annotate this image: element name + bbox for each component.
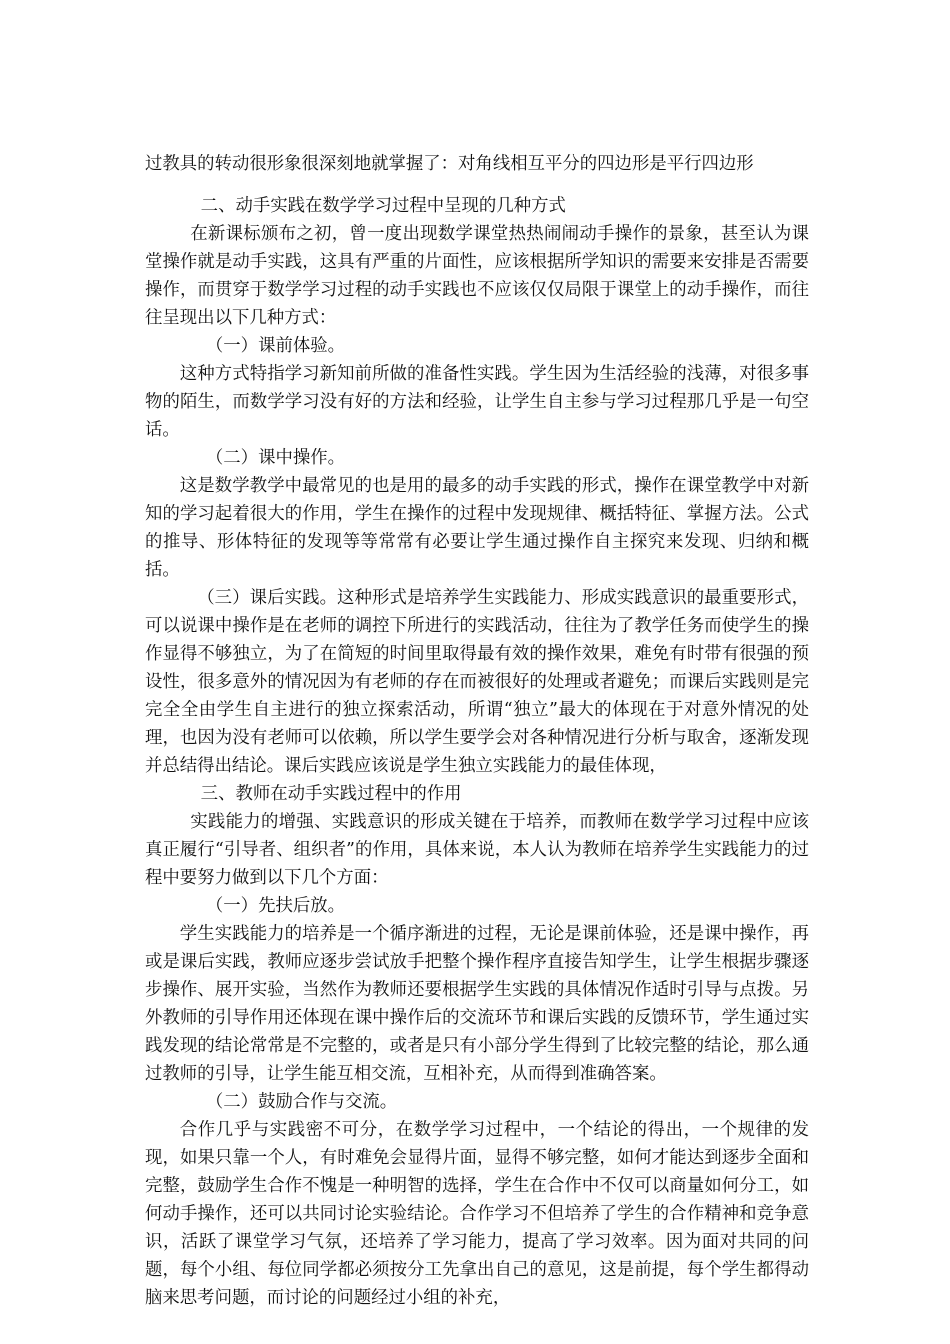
section-2-subheading-1: （一）课前体验。 xyxy=(205,336,346,356)
section-3-paragraph-1: 学生实践能力的培养是一个循序渐进的过程，无论是课前体验，还是课中操作，再或是课后实践，教师应逐步尝试放手把整个操作程序直接告知学生，让学生根据步骤逐步操作、展开实验，当然作为教师还要根据学生实践的具体情况作适时引导与点拨。另外教师的引导作用还体现在课中操作后的交流环节和课后实践的反馈环节，学生通过实践发现的结论常常是不完整的，或者是只有小部分学生得到了比较完整的结论，那么通过教师的引导，让学生能互相交流，互相补充，从而得到准确答案。 xyxy=(145,924,809,1084)
document-page xyxy=(145,150,809,1312)
section-3-intro-paragraph: 实践能力的增强、实践意识的形成关键在于培养，而教师在数学学习过程中应该真正履行“引导者、组织者”的作用，具体来说，本人认为教师在培养学生实践能力的过程中要努力做到以下几个方面： xyxy=(145,812,809,888)
section-2-paragraph-3: （三）课后实践。这种形式是培养学生实践能力、形成实践意识的最重要形式，可以说课中操作是在老师的调控下所进行的实践活动，往往为了教学任务而使学生的操作显得不够独立，为了在简短的时间里取得最有效的操作效果，难免有时带有很强的预设性，很多意外的情况因为有老师的存在而被很好的处理或者避免；而课后实践则是完完全全由学生自主进行的独立探索活动，所谓“独立”最大的体现在于对意外情况的处理，也因为没有老师可以依赖，所以学生要学会对各种情况进行分析与取舍，逐渐发现并总结得出结论。课后实践应该说是学生独立实践能力的最佳体现， xyxy=(145,588,809,776)
section-3-subheading-2: （二）鼓励合作与交流。 xyxy=(205,1092,398,1112)
section-2-heading: 二、动手实践在数学学习过程中呈现的几种方式 xyxy=(200,196,566,216)
section-2-intro-paragraph: 在新课标颁布之初，曾一度出现数学课堂热热闹闹动手操作的景象，甚至认为课堂操作就是动手实践，这具有严重的片面性，应该根据所学知识的需要来安排是否需要操作，而贯穿于数学学习过程的动手实践也不应该仅仅局限于课堂上的动手操作，而往往呈现出以下几种方式： xyxy=(145,224,809,328)
section-3-paragraph-2: 合作几乎与实践密不可分，在数学学习过程中，一个结论的得出，一个规律的发现，如果只靠一个人，有时难免会显得片面，显得不够完整，如何才能达到逐步全面和完整，鼓励学生合作不愧是一种明智的选择，学生在合作中不仅可以商量如何分工，如何动手操作，还可以共同讨论实验结论。合作学习不但培养了学生的合作精神和竞争意识，活跃了课堂学习气氛，还培养了学习能力，提高了学习效率。因为面对共同的问题，每个小组、每位同学都必须按分工先拿出自己的意见，这是前提，每个学生都得动脑来思考问题，而讨论的问题经过小组的补充， xyxy=(145,1120,809,1308)
section-2-paragraph-2: 这是数学教学中最常见的也是用的最多的动手实践的形式，操作在课堂教学中对新知的学习起着很大的作用，学生在操作的过程中发现规律、概括特征、掌握方法。公式的推导、形体特征的发现等等常常有必要让学生通过操作自主探究来发现、归纳和概括。 xyxy=(145,476,809,580)
section-3-subheading-1: （一）先扶后放。 xyxy=(205,896,346,916)
continued-paragraph-line: 过教具的转动很形象很深刻地就掌握了：对角线相互平分的四边形是平行四边形 xyxy=(145,154,754,174)
section-2-paragraph-1: 这种方式特指学习新知前所做的准备性实践。学生因为生活经验的浅薄，对很多事物的陌生，而数学学习没有好的方法和经验，让学生自主参与学习过程那几乎是一句空话。 xyxy=(145,364,809,440)
section-2-subheading-2: （二）课中操作。 xyxy=(205,448,346,468)
section-3-heading: 三、教师在动手实践过程中的作用 xyxy=(200,784,462,804)
